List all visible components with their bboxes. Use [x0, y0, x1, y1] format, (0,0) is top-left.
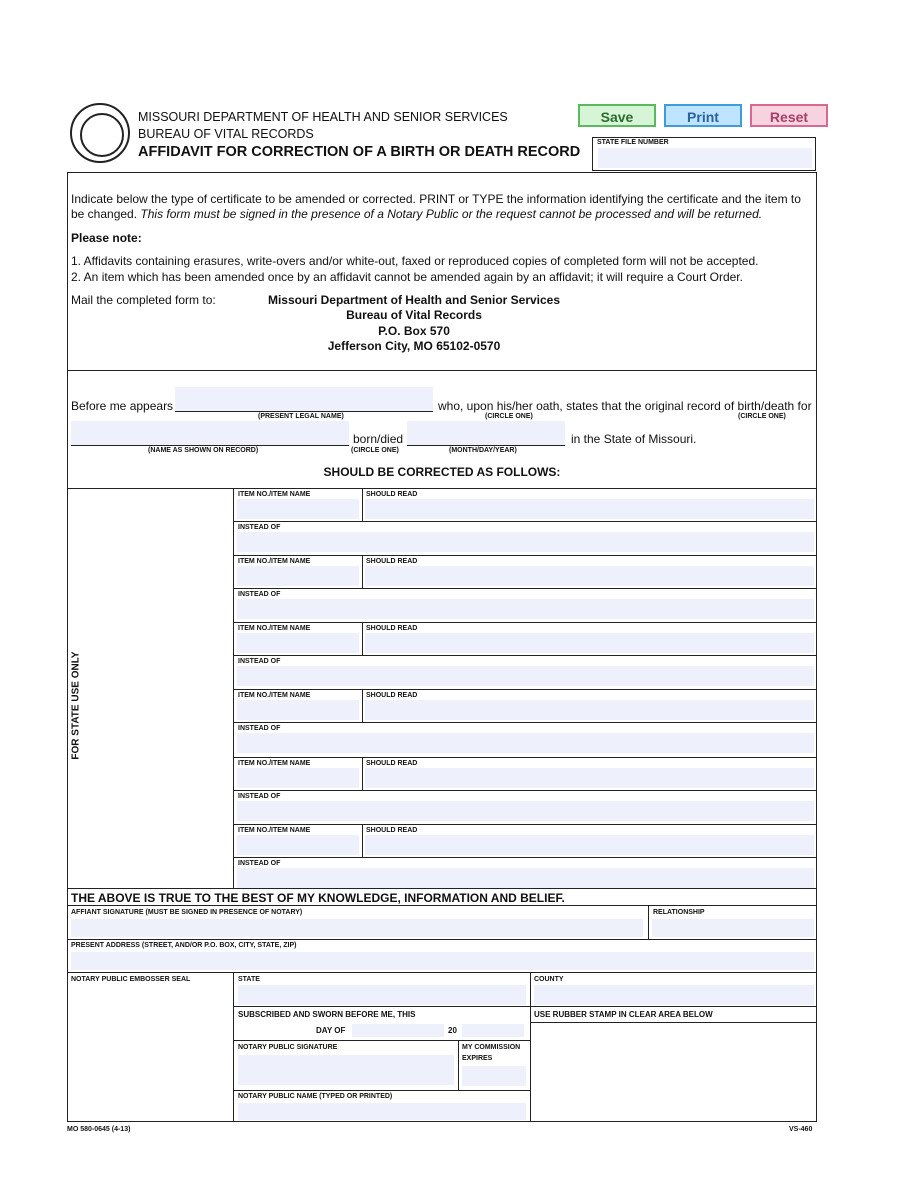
notary-state-label: STATE	[238, 976, 260, 983]
item-label: ITEM NO./ITEM NAME	[238, 692, 311, 699]
should-read-label: SHOULD READ	[366, 491, 418, 498]
divider	[233, 521, 817, 522]
county-input[interactable]	[534, 985, 814, 1005]
divider	[233, 555, 817, 556]
present-legal-name-caption: (PRESENT LEGAL NAME)	[258, 413, 344, 420]
circle-one-caption-3: (CIRCLE ONE)	[351, 447, 399, 454]
item-label: ITEM NO./ITEM NAME	[238, 827, 311, 834]
department-name: MISSOURI DEPARTMENT OF HEALTH AND SENIOR SERVICES	[138, 110, 508, 124]
notary-signature-input[interactable]	[238, 1055, 454, 1085]
should-read-label: SHOULD READ	[366, 827, 418, 834]
divider	[362, 824, 363, 857]
bureau-name: BUREAU OF VITAL RECORDS	[138, 127, 314, 141]
divider	[233, 722, 817, 723]
present-address-input[interactable]	[71, 952, 814, 970]
item-label: ITEM NO./ITEM NAME	[238, 625, 311, 632]
divider	[362, 689, 363, 722]
divider	[362, 488, 363, 521]
should-read-label: SHOULD READ	[366, 692, 418, 699]
notary-signature-label: NOTARY PUBLIC SIGNATURE	[238, 1044, 338, 1051]
form-number: MO 580-0645 (4-13)	[67, 1126, 131, 1133]
should-read-input[interactable]	[365, 768, 814, 788]
divider	[233, 1040, 530, 1041]
instead-of-input[interactable]	[237, 801, 814, 821]
date-caption: (MONTH/DAY/YEAR)	[449, 447, 517, 454]
year-prefix-label: 20	[448, 1026, 457, 1035]
instead-of-label: INSTEAD OF	[238, 524, 281, 531]
should-read-input[interactable]	[365, 499, 814, 519]
form-title: AFFIDAVIT FOR CORRECTION OF A BIRTH OR DEATH RECORD	[138, 144, 581, 160]
day-of-input[interactable]	[352, 1024, 444, 1037]
affiant-signature-input[interactable]	[71, 919, 643, 937]
divider	[458, 1040, 459, 1090]
mail-label: Mail the completed form to:	[71, 293, 216, 307]
divider	[67, 888, 817, 889]
divider	[362, 757, 363, 790]
instead-of-input[interactable]	[237, 532, 814, 552]
instead-of-input[interactable]	[237, 733, 814, 753]
date-input[interactable]	[407, 421, 565, 446]
before-me-label: Before me appears	[71, 399, 174, 413]
commission-label-2: EXPIRES	[462, 1055, 493, 1062]
instead-of-input[interactable]	[237, 868, 814, 888]
divider	[233, 622, 817, 623]
notary-name-label: NOTARY PUBLIC NAME (TYPED OR PRINTED)	[238, 1093, 393, 1100]
oath-text: who, upon his/her oath, states that the original record of birth/death for	[438, 399, 812, 413]
state-file-number-input[interactable]	[598, 148, 812, 168]
item-input[interactable]	[237, 499, 359, 519]
instead-of-label: INSTEAD OF	[238, 725, 281, 732]
should-read-input[interactable]	[365, 700, 814, 720]
should-read-label: SHOULD READ	[366, 558, 418, 565]
state-file-number-label: STATE FILE NUMBER	[597, 139, 669, 146]
divider	[67, 488, 817, 489]
item-label: ITEM NO./ITEM NAME	[238, 491, 311, 498]
state-use-only-label: FOR STATE USE ONLY	[70, 651, 82, 760]
county-label: COUNTY	[534, 976, 564, 983]
divider	[530, 1022, 817, 1023]
born-died-label: born/died	[353, 432, 404, 446]
affiant-signature-label: AFFIANT SIGNATURE (MUST BE SIGNED IN PRESENCE OF NOTARY)	[71, 909, 303, 916]
should-read-input[interactable]	[365, 566, 814, 586]
divider	[233, 1006, 817, 1007]
item-input[interactable]	[237, 566, 359, 586]
note-2: 2. An item which has been amended once by an affidavit cannot be amended again by an affidavit; it will require a Court Order.	[71, 270, 743, 284]
item-label: ITEM NO./ITEM NAME	[238, 760, 311, 767]
item-input[interactable]	[237, 768, 359, 788]
divider	[648, 905, 649, 939]
subscribed-label: SUBSCRIBED AND SWORN BEFORE ME, THIS	[238, 1010, 416, 1019]
please-note-heading: Please note:	[71, 231, 142, 245]
year-input[interactable]	[462, 1024, 524, 1037]
divider	[67, 370, 817, 371]
divider	[233, 824, 817, 825]
divider	[67, 939, 817, 940]
instead-of-input[interactable]	[237, 666, 814, 686]
form-code: VS-460	[789, 1126, 813, 1133]
circle-one-caption-1: (CIRCLE ONE)	[485, 413, 533, 420]
should-read-label: SHOULD READ	[366, 760, 418, 767]
reset-button[interactable]: Reset	[750, 104, 828, 127]
should-read-input[interactable]	[365, 835, 814, 855]
commission-label-1: MY COMMISSION	[462, 1044, 521, 1051]
divider	[233, 972, 234, 1122]
mail-address-line4: Jefferson City, MO 65102-0570	[327, 339, 501, 353]
should-read-label: SHOULD READ	[366, 625, 418, 632]
instructions-line1: Indicate below the type of certificate to be amended or corrected. PRINT or TYPE the information identifying the certificate and the item to	[71, 192, 801, 206]
divider	[233, 655, 817, 656]
relationship-label: RELATIONSHIP	[653, 909, 705, 916]
print-button[interactable]: Print	[664, 104, 742, 127]
mail-address-line2: Bureau of Vital Records	[346, 308, 482, 322]
commission-expires-input[interactable]	[462, 1066, 526, 1086]
item-input[interactable]	[237, 835, 359, 855]
divider	[233, 790, 817, 791]
divider	[67, 972, 817, 973]
divider	[530, 972, 531, 1122]
relationship-input[interactable]	[652, 919, 814, 937]
in-state-label: in the State of Missouri.	[571, 432, 697, 446]
item-label: ITEM NO./ITEM NAME	[238, 558, 311, 565]
should-read-input[interactable]	[365, 633, 814, 653]
divider	[233, 757, 817, 758]
name-as-shown-input[interactable]	[71, 421, 349, 446]
divider	[233, 857, 817, 858]
instead-of-label: INSTEAD OF	[238, 793, 281, 800]
divider	[233, 588, 817, 589]
note-1: 1. Affidavits containing erasures, write-overs and/or white-out, faxed or reproduced copies of completed form will not be accepted.	[71, 254, 759, 268]
instead-of-label: INSTEAD OF	[238, 860, 281, 867]
item-input[interactable]	[237, 633, 359, 653]
day-of-label: DAY OF	[316, 1026, 346, 1035]
divider	[233, 689, 817, 690]
divider	[233, 1090, 530, 1091]
instead-of-input[interactable]	[237, 599, 814, 619]
mail-address-line1: Missouri Department of Health and Senior Services	[267, 293, 561, 307]
circle-one-caption-2: (CIRCLE ONE)	[738, 413, 786, 420]
missouri-state-seal	[70, 103, 130, 163]
notary-state-input[interactable]	[238, 985, 526, 1005]
true-statement: THE ABOVE IS TRUE TO THE BEST OF MY KNOWLEDGE, INFORMATION AND BELIEF.	[71, 891, 565, 905]
state-use-divider	[233, 488, 234, 888]
divider	[362, 555, 363, 588]
name-as-shown-caption: (NAME AS SHOWN ON RECORD)	[148, 447, 259, 454]
save-button[interactable]: Save	[578, 104, 656, 127]
item-input[interactable]	[237, 700, 359, 720]
present-legal-name-input[interactable]	[175, 387, 433, 412]
embosser-seal-label: NOTARY PUBLIC EMBOSSER SEAL	[71, 976, 191, 983]
present-address-label: PRESENT ADDRESS (STREET, AND/OR P.O. BOX, CITY, STATE, ZIP)	[71, 942, 297, 949]
mail-address-line3: P.O. Box 570	[378, 324, 450, 338]
notary-name-input[interactable]	[238, 1103, 526, 1120]
divider	[67, 905, 817, 906]
corrected-heading: SHOULD BE CORRECTED AS FOLLOWS:	[323, 465, 561, 479]
instead-of-label: INSTEAD OF	[238, 658, 281, 665]
divider	[362, 622, 363, 655]
instructions-line2: be changed. This form must be signed in the presence of a Notary Public or the request cannot be processed and will be returned.	[71, 207, 763, 221]
instead-of-label: INSTEAD OF	[238, 591, 281, 598]
rubber-stamp-label: USE RUBBER STAMP IN CLEAR AREA BELOW	[534, 1010, 713, 1019]
